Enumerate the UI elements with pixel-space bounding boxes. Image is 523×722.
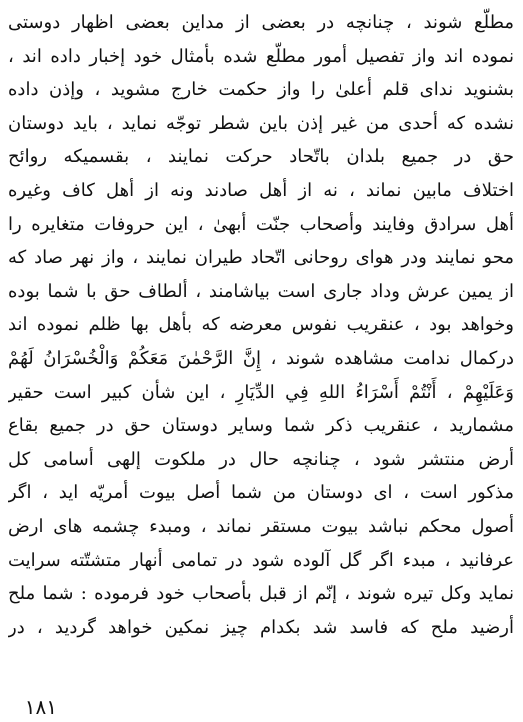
text-line: أرض منتشر شود ، چنانچه حال در ملکوت إلهی أسامی کل xyxy=(8,448,514,470)
text-line: نموده اند واز تفصیل أمور مطلّع شده بأمثال خود إخبار داده اند ، xyxy=(8,45,514,67)
text-line: محو نمایند ودر هوای روحانی اتّحاد طیران نمایند ، واز نهر صاد که xyxy=(8,247,514,269)
text-line: نشده که أحدی من غیر إذن باین شطر توجّه نماید ، باید دوستان xyxy=(8,112,514,134)
text-line: وَعَلَيْهِمْ ، أَنْتُمْ أَسْرَاءُ اللهِ فِي الدِّيَارِ ، این شأن کبیر است حقیر xyxy=(8,381,514,403)
text-line: مطلّع شوند ، چنانچه در بعضی از مداین بعضی اظهار دوستی xyxy=(8,12,514,33)
text-line: مشمارید ، عنقریب ذکر شما وسایر دوستان حق در جمیع بقاع xyxy=(8,415,514,437)
text-line: أرضید ملح که فاسد شد بکدام چیز نمکین خواهد گردید ، در xyxy=(8,616,514,638)
text-line: اختلاف مابین نماند ، نه از أهل صادند ونه از أهل کاف وغیره xyxy=(8,179,514,201)
text-line: مذکور است ، ای دوستان من شما أصل بیوت أمریّه اید ، اگر xyxy=(8,482,514,504)
text-line: بشنوید ندای قلم أعلیٰ را واز حکمت خارج مشوید ، وإذن داده xyxy=(8,79,514,101)
text-line: عرفانید ، مبدء اگر گل آلوده شود در تمامی أنهار متشتّته سرایت xyxy=(8,549,514,571)
body-text xyxy=(8,6,514,644)
text-line: درکمال ندامت مشاهده شوند ، إِنَّ الرَّحْمٰنَ مَعَكُمْ وَالْخُسْرَانُ لَهُمْ xyxy=(8,347,514,369)
text-line: وخواهد بود ، عنقریب نفوس معرضه که بأهل بها ظلم نموده اند xyxy=(8,314,514,336)
page-number: ۱۸۱ xyxy=(24,695,57,719)
text-line: نماید وکل تیره شوند ، إنّم از قبل بأصحاب خود فرموده : شما ملح xyxy=(8,583,514,605)
text-line: از یمین عرش وداد جاری است بیاشامند ، ألطاف حق با شما بوده xyxy=(8,280,514,302)
text-line: حق در جمیع بلدان باتّحاد حرکت نمایند ، بقسمیکه روائح xyxy=(8,146,514,168)
text-line: أهل سرادق وفایند وأصحاب جنّت أبهیٰ ، این حروفات متغایره را xyxy=(8,213,514,235)
text-line: أصول محکم نباشد بیوت مستقر نماند ، ومبدء چشمه های ارض xyxy=(8,515,514,537)
